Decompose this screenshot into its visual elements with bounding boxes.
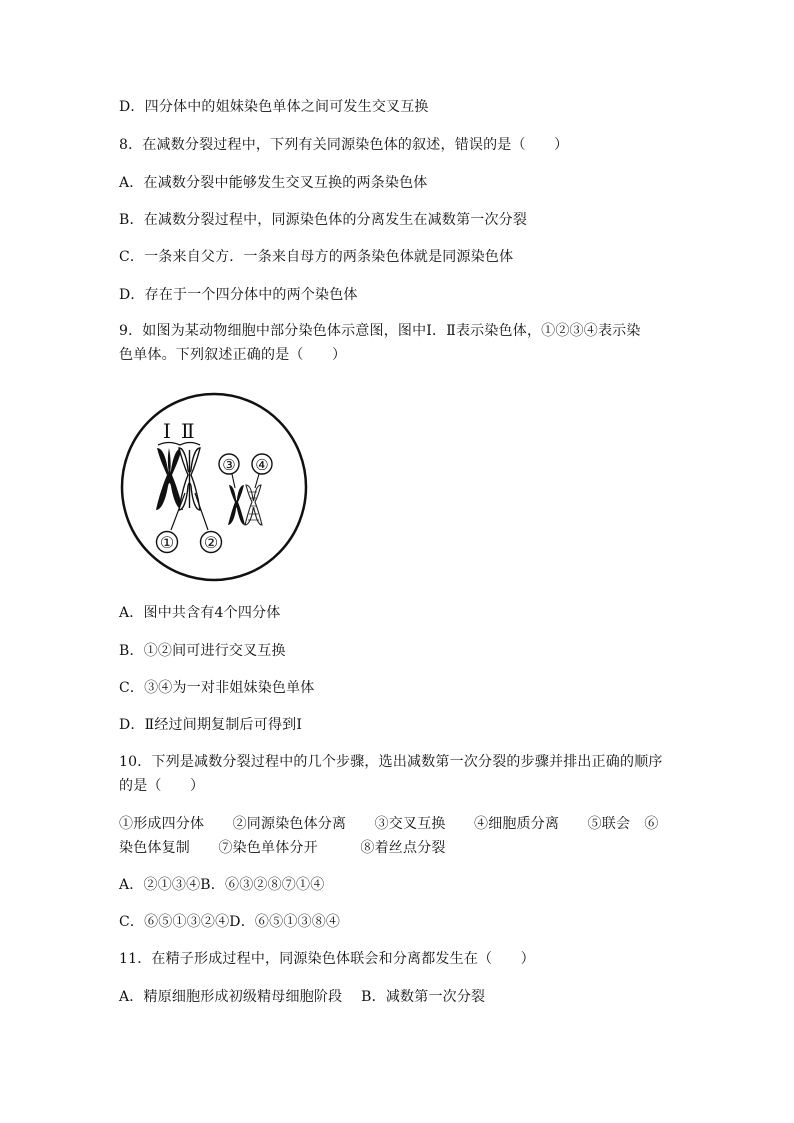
brace-I	[158, 443, 180, 446]
q8-option-d: D．存在于一个四分体中的两个染色体	[119, 287, 358, 303]
q9-stem-line-1: 9．如图为某动物细胞中部分染色体示意图，图中Ⅰ．Ⅱ表示染色体，①②③④表示染	[119, 323, 641, 339]
q8-option-c: C．一条来自父方．一条来自母方的两条染色体就是同源染色体	[119, 249, 514, 265]
label-2: ②	[203, 533, 219, 552]
q10-steps-line-1: ①形成四分体 ②同源染色体分离 ③交叉互换 ④细胞质分离 ⑤联会 ⑥	[119, 816, 659, 832]
label-1: ①	[159, 533, 175, 552]
label-4: ④	[255, 456, 269, 474]
q9-option-c: C．③④为一对非姐妹染色单体	[119, 680, 315, 696]
small-chromosome-outlined	[245, 485, 262, 525]
pointer-2	[195, 493, 208, 530]
q9-option-d: D．Ⅱ经过间期复制后可得到Ⅰ	[119, 717, 303, 733]
q8-option-a: A．在减数分裂中能够发生交叉互换的两条染色体	[119, 175, 428, 191]
q8-option-b: B．在减数分裂过程中，同源染色体的分离发生在减数第一次分裂	[119, 212, 528, 228]
q11-options-ab: A．精原细胞形成初级精母细胞阶段 B．减数第一次分裂	[119, 989, 486, 1005]
q8-stem: 8．在减数分裂过程中，下列有关同源染色体的叙述，错误的是（ ）	[119, 137, 569, 153]
label-3: ③	[222, 456, 236, 474]
q9-option-a: A．图中共含有4个四分体	[119, 605, 281, 621]
q10-options-cd: C．⑥⑤①③②④D．⑥⑤①③⑧④	[119, 914, 341, 930]
chromosome-I	[156, 448, 183, 510]
q10-options-ab: A．②①③④B．⑥③②⑧⑦①④	[119, 877, 325, 893]
q10-stem-line-1: 10．下列是减数分裂过程中的几个步骤，选出减数第一次分裂的步骤并排出正确的顺序	[119, 754, 663, 770]
pointer-3	[232, 474, 235, 488]
small-chromosome-solid	[228, 485, 245, 525]
label-I: Ⅰ	[163, 419, 171, 443]
q10-steps-line-2: 染色体复制 ⑦染色单体分开 ⑧着丝点分裂	[119, 840, 446, 856]
q9-stem-line-2: 色单体。下列叙述正确的是（ ）	[119, 347, 347, 363]
chromosome-diagram	[119, 388, 309, 584]
q9-option-b: B．①②间可进行交叉互换	[119, 643, 286, 659]
q7-option-d: D．四分体中的姐妹染色单体之间可发生交叉互换	[119, 99, 429, 115]
label-II: Ⅱ	[181, 419, 195, 443]
q10-stem-line-2: 的是（ ）	[119, 778, 205, 794]
q11-stem: 11．在精子形成过程中，同源染色体联会和分离都发生在（ ）	[119, 951, 535, 967]
